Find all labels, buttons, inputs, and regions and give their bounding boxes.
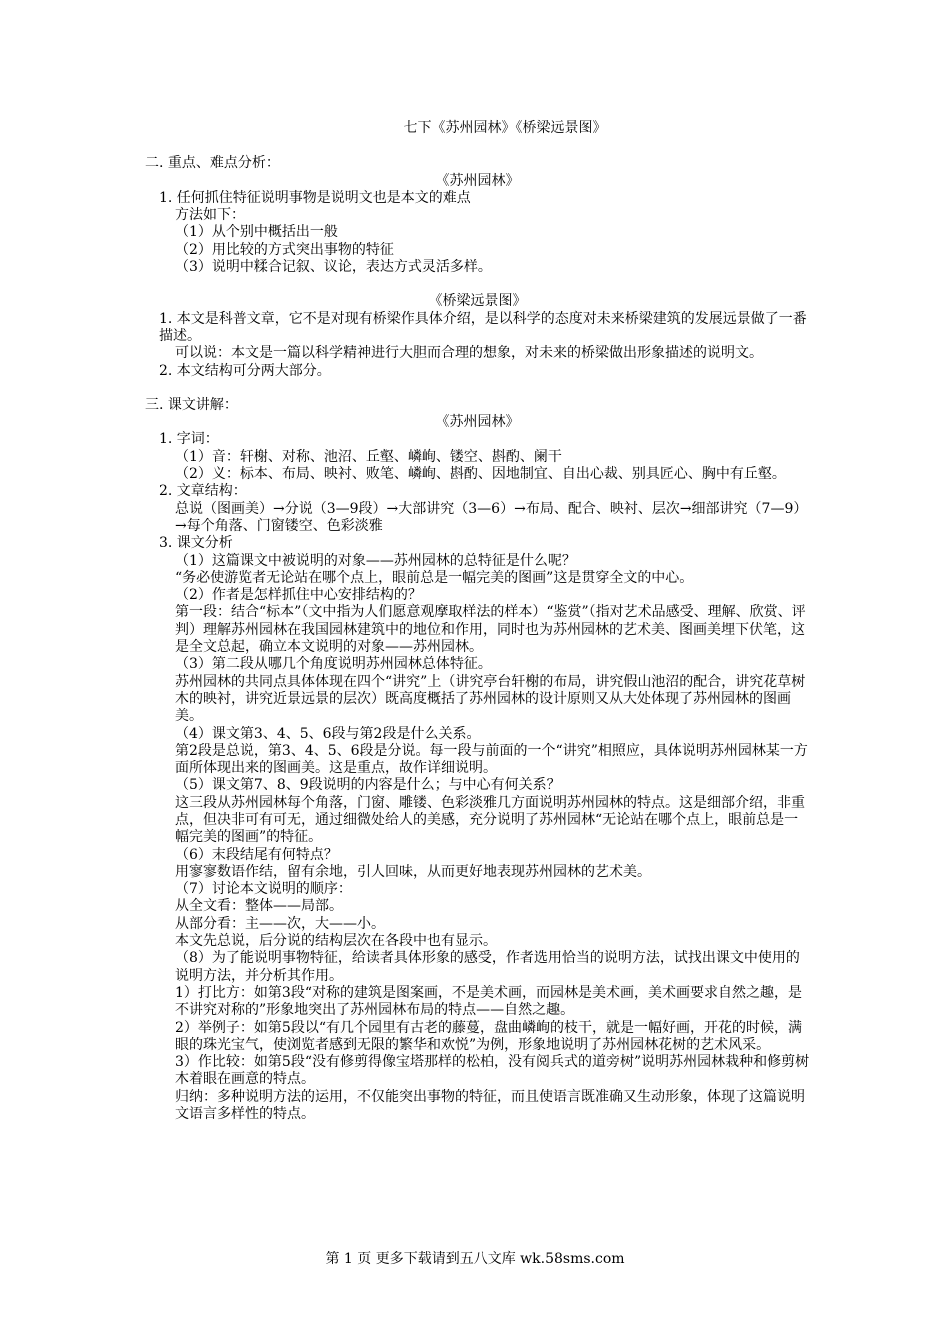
answer: 从全文看：整体——局部。 xyxy=(175,898,343,915)
list-item: （3）说明中糅合记叙、议论，表达方式灵活多样。 xyxy=(175,259,492,276)
paragraph: 2. 本文结构可分两大部分。 xyxy=(159,362,331,379)
list-item: （2）用比较的方式突出事物的特征 xyxy=(175,241,394,258)
question: （6）末段结尾有何特点？ xyxy=(175,846,338,863)
paragraph: 1. 任何抓住特征说明事物是说明文也是本文的难点 xyxy=(159,189,471,206)
answer: 第一段：结合“标本”（文中指为人们愿意观摩取样法的样本）“鉴赏”（指对艺术品感受、理解、欣赏、评判）理解苏州园林在我国园林建筑中的地位和作用，同时也为苏州园林的艺术美、图画美埋下伏笔，这是全文总起，确立本文说明的对象——苏州园林。 xyxy=(175,604,806,656)
answer: 用寥寥数语作结，留有余地，引人回味，从而更好地表现苏州园林的艺术美。 xyxy=(175,863,651,880)
answer: 本文先总说，后分说的结构层次在各段中也有显示。 xyxy=(175,933,497,950)
question: （1）这篇课文中被说明的对象——苏州园林的总特征是什么呢？ xyxy=(175,552,576,569)
paragraph: 方法如下： xyxy=(175,207,245,224)
document-body xyxy=(145,120,810,1123)
question: （3）第二段从哪几个角度说明苏州园林总体特征。 xyxy=(175,656,492,673)
document-title: 七下《苏州园林》《桥梁远景图》 xyxy=(403,120,607,136)
question: （4）课文第3、4、5、6段与第2段是什么关系。 xyxy=(175,725,481,742)
method-item: 1）打比方：如第3段“对称的建筑是图案画，不是美术画，而园林是美术画，美术画要求自然之趣，是不讲究对称的”形象地突出了苏州园林布局的特点——自然之趣。 xyxy=(175,984,802,1019)
paragraph: 1. 字词： xyxy=(159,431,219,448)
answer: “务必使游览者无论站在哪个点上，眼前总是一幅完美的图画”这是贯穿全文的中心。 xyxy=(175,569,694,586)
question: （2）作者是怎样抓住中心安排结构的？ xyxy=(175,587,422,604)
subtitle-suzhou: 《苏州园林》 xyxy=(435,414,520,431)
answer: 第2段是总说，第3、4、5、6段是分说。每一段与前面的一个“讲究”相照应，具体说明苏州园林某一方面所体现出来的图画美。这是重点，故作详细说明。 xyxy=(175,742,808,777)
paragraph: 3. 课文分析 xyxy=(159,535,233,552)
paragraph: （1）音：轩榭、对称、池沼、丘壑、嶙峋、镂空、斟酌、阑干 xyxy=(175,448,562,465)
list-item: （1）从个别中概括出一般 xyxy=(175,224,338,241)
paragraph: 总说（图画美）→分说（3—9段）→大部讲究（3—6）→布局、配合、映衬、层次→细部讲究（7—9）→每个角落、门窗镂空、色彩淡雅 xyxy=(175,500,808,534)
section-heading-3: 三. 课文讲解： xyxy=(145,396,238,413)
paragraph: 可以说：本文是一篇以科学精神进行大胆而合理的想象，对未来的桥梁做出形象描述的说明文。 xyxy=(175,345,763,362)
question: （8）为了能说明事物特征，给读者具体形象的感受，作者选用恰当的说明方法，试找出课文中使用的说明方法，并分析其作用。 xyxy=(175,950,800,984)
answer: 苏州园林的共同点具体体现在四个“讲究”上（讲究亭台轩榭的布局，讲究假山池沼的配合，讲究花草树木的映衬，讲究近景远景的层次）既高度概括了苏州园林的设计原则又从大处体现了苏州园林的图画美。 xyxy=(175,673,806,725)
paragraph: 2. 文章结构： xyxy=(159,483,247,500)
answer: 从部分看：主——次，大——小。 xyxy=(175,915,385,932)
subtitle-suzhou: 《苏州园林》 xyxy=(435,172,520,189)
method-item: 2）举例子：如第5段以“有几个园里有古老的藤蔓，盘曲嶙峋的枝干，就是一幅好画，开花的时候，满眼的珠光宝气，使浏览者感到无限的繁华和欢悦”为例，形象地说明了苏州园林花树的艺术风采。 xyxy=(175,1019,802,1053)
question: （7）讨论本文说明的顺序： xyxy=(175,881,352,898)
subtitle-bridge: 《桥梁远景图》 xyxy=(428,293,527,310)
page-footer: 第 1 页 更多下载请到五八文库 wk.58sms.com xyxy=(325,1251,625,1267)
section-heading-2: 二. 重点、难点分析： xyxy=(145,155,280,172)
paragraph: （2）义：标本、布局、映衬、败笔、嶙峋、斟酌、因地制宜、自出心裁、别具匠心、胸中有丘壑。 xyxy=(175,466,786,483)
summary: 归纳：多种说明方法的运用，不仅能突出事物的特征，而且使语言既准确又生动形象，体现了这篇说明文语言多样性的特点。 xyxy=(175,1088,805,1123)
method-item: 3）作比较：如第5段“没有修剪得像宝塔那样的松柏，没有阅兵式的道旁树”说明苏州园林栽种和修剪树木着眼在画意的特点。 xyxy=(175,1054,810,1088)
paragraph: 1. 本文是科普文章，它不是对现有桥梁作具体介绍，是以科学的态度对未来桥梁建筑的发展远景做了一番描述。 xyxy=(159,310,807,344)
answer: 这三段从苏州园林每个角落，门窗、雕镂、色彩淡雅几方面说明苏州园林的特点。这是细部介绍，非重点，但决非可有可无，通过细微处给人的美感，充分说明了苏州园林“无论站在哪个点上，眼前总是一幅完美的图画”的特征。 xyxy=(175,794,805,846)
question: （5）课文第7、8、9段说明的内容是什么；与中心有何关系？ xyxy=(175,777,561,794)
